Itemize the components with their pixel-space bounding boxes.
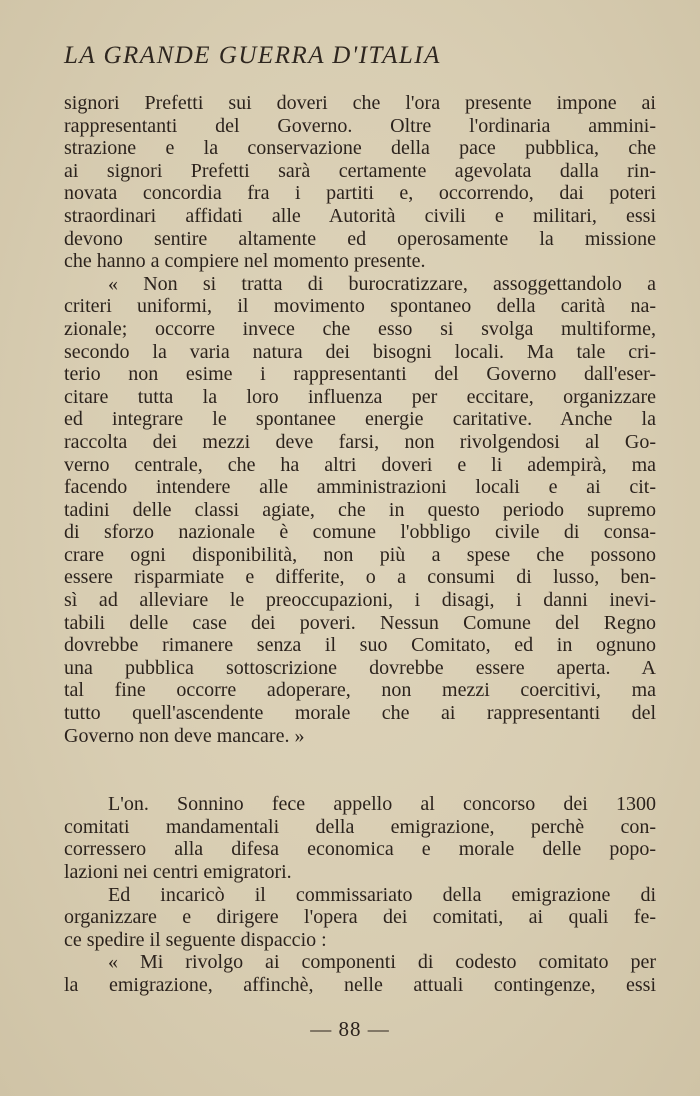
text-line: comitati mandamentali della emigrazione, perchè con- [64, 815, 656, 838]
text-line: dovrebbe rimanere senza il suo Comitato, ed in ognuno [64, 634, 656, 657]
text-line: ed integrare le spontanee energie caritative. Anche la [64, 408, 656, 431]
text-line: che hanno a compiere nel momento presente. [64, 250, 426, 273]
text-line: L'on. Sonnino fece appello al concorso dei 1300 [108, 793, 656, 816]
body-text [64, 92, 656, 997]
text-line: una pubblica sottoscrizione dovrebbe essere aperta. A [64, 656, 656, 679]
text-line: terio non esime i rappresentanti del Governo dall'eser- [64, 363, 656, 386]
paragraph [64, 273, 656, 747]
text-line: « Mi rivolgo ai componenti di codesto comitato per [108, 951, 656, 974]
text-line: signori Prefetti sui doveri che l'ora presente impone ai [64, 92, 656, 114]
text-line: essere risparmiate e differite, o a consumi di lusso, ben- [64, 566, 656, 589]
text-line: verno centrale, che ha altri doveri e li adempirà, ma [64, 453, 656, 476]
paragraph [64, 793, 656, 883]
text-line: citare tutta la loro influenza per eccitare, organizzare [64, 385, 656, 408]
paragraph [64, 951, 656, 996]
text-line: facendo intendere alle amministrazioni locali e ai cit- [64, 476, 656, 499]
text-line: novata concordia fra i partiti e, occorrendo, dai poteri [64, 182, 656, 205]
text-line: criteri uniformi, il movimento spontaneo della carità na- [64, 295, 656, 318]
text-line: Governo non deve mancare. » [64, 724, 305, 747]
paragraph [64, 884, 656, 952]
running-head: LA GRANDE GUERRA D'ITALIA [64, 42, 441, 69]
text-line: corressero alla difesa economica e morale delle popo- [64, 838, 656, 861]
text-line: ce spedire il seguente dispaccio : [64, 928, 327, 951]
paragraph [64, 92, 656, 273]
text-line: di sforzo nazionale è comune l'obbligo civile di consa- [64, 521, 656, 544]
text-line: raccolta dei mezzi deve farsi, non rivolgendosi al Go- [64, 430, 656, 453]
text-line: organizzare e dirigere l'opera dei comitati, ai quali fe- [64, 906, 656, 929]
text-line: crare ogni disponibilità, non più a spese che possono [64, 543, 656, 566]
text-line: « Non si tratta di burocratizzare, assoggettandolo a [108, 272, 656, 295]
text-line: straordinari affidati alle Autorità civili e militari, essi [64, 204, 656, 227]
text-line: tabili delle case dei poveri. Nessun Comune del Regno [64, 611, 656, 634]
text-line: zionale; occorre invece che esso si svolga multiforme, [64, 317, 656, 340]
text-line: rappresentanti del Governo. Oltre l'ordinaria ammini- [64, 114, 656, 137]
text-line: tadini delle classi agiate, che in questo periodo supremo [64, 498, 656, 521]
text-line: sì ad alleviare le preoccupazioni, i disagi, i danni inevi- [64, 589, 656, 612]
text-line: tal fine occorre adoperare, non mezzi coercitivi, ma [64, 679, 656, 702]
text-line: Ed incaricò il commissariato della emigrazione di [108, 883, 656, 906]
text-line: tutto quell'ascendente morale che ai rappresentanti del [64, 702, 656, 725]
text-line: lazioni nei centri emigratori. [64, 861, 292, 883]
text-line: devono sentire altamente ed operosamente la missione [64, 227, 656, 250]
text-line: strazione e la conservazione della pace pubblica, che [64, 137, 656, 160]
text-line: secondo la varia natura dei bisogni locali. Ma tale cri- [64, 340, 656, 363]
page-number: — 88 — [310, 1017, 390, 1041]
paragraph-gap [64, 747, 656, 793]
text-line: ai signori Prefetti sarà certamente agevolata dalla rin- [64, 159, 656, 182]
text-line: la emigrazione, affinchè, nelle attuali contingenze, essi [64, 973, 656, 996]
